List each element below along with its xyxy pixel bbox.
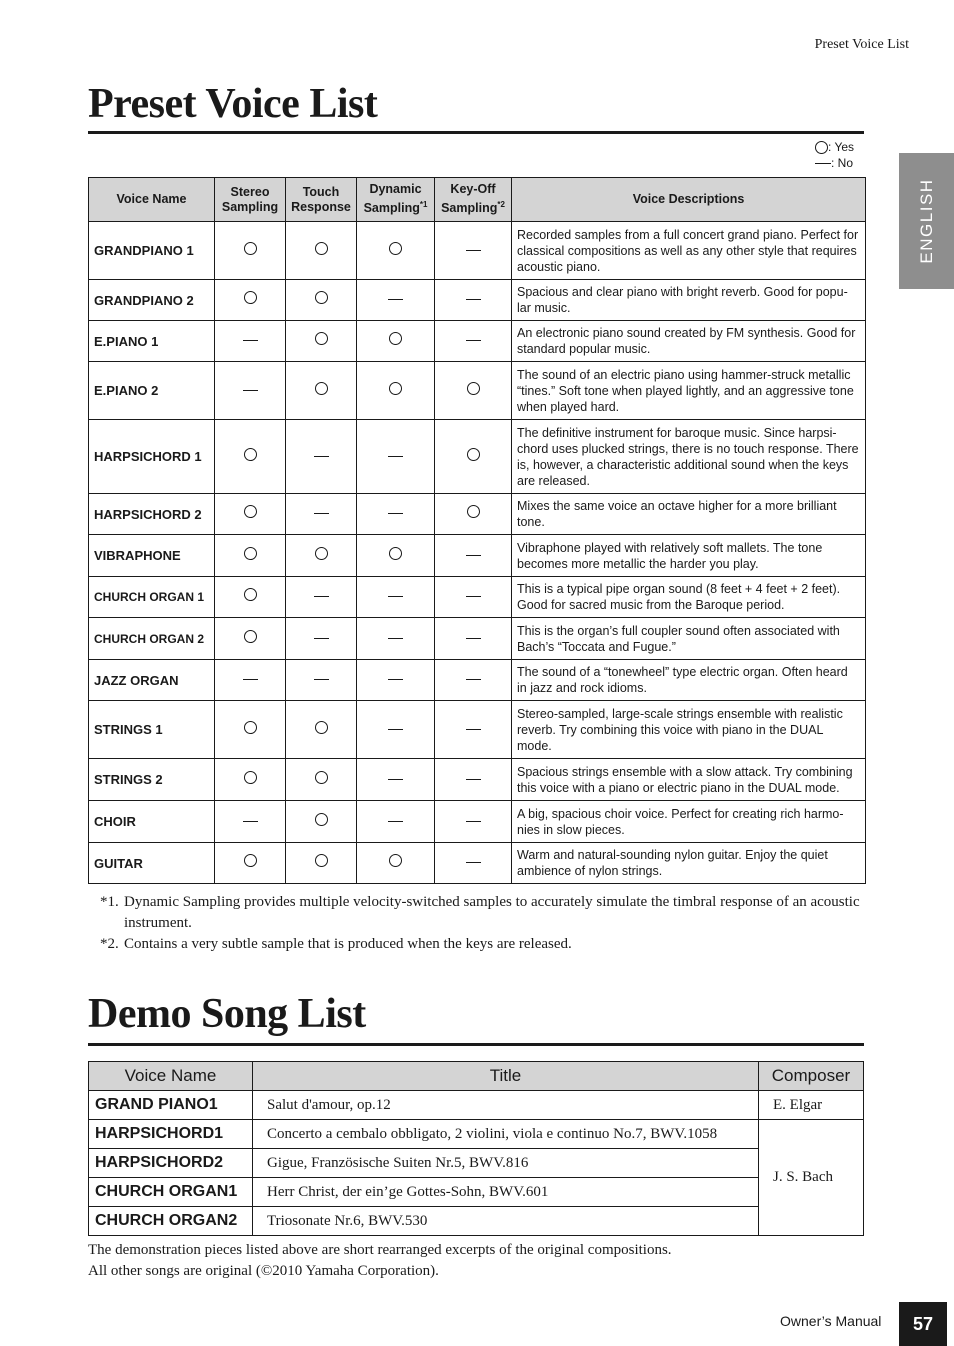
dash-icon <box>388 596 403 597</box>
voice-description: Vibraphone played with relatively soft mallets. The tone becomes more metallic the harder you play. <box>512 535 866 577</box>
table-row <box>89 1091 864 1120</box>
table-row <box>89 1207 864 1236</box>
dash-icon <box>466 862 481 863</box>
feature-mark <box>215 222 286 280</box>
circle-icon <box>389 547 402 560</box>
circle-icon <box>244 242 257 255</box>
dash-icon <box>388 456 403 457</box>
preset-voice-list-title: Preset Voice List <box>88 81 378 127</box>
voice-name: E.PIANO 2 <box>89 362 215 420</box>
dash-icon <box>243 821 258 822</box>
dash-icon <box>388 513 403 514</box>
feature-mark <box>435 222 512 280</box>
feature-mark <box>435 280 512 321</box>
feature-mark <box>286 222 357 280</box>
feature-mark <box>435 420 512 494</box>
voice-name: CHURCH ORGAN 2 <box>89 618 215 660</box>
table-row <box>89 1178 864 1207</box>
demo-composer: E. Elgar <box>759 1091 864 1120</box>
feature-mark <box>435 321 512 362</box>
circle-icon <box>244 854 257 867</box>
demo-col-title: Title <box>253 1062 759 1091</box>
language-tab <box>899 153 954 289</box>
table-row <box>89 801 866 843</box>
circle-icon <box>244 448 257 461</box>
col-dynamic-line2: Sampling <box>363 201 420 216</box>
feature-mark <box>357 222 435 280</box>
table-row <box>89 660 866 701</box>
dash-icon <box>388 729 403 730</box>
circle-icon <box>467 448 480 461</box>
voice-description: This is a typical pipe organ sound (8 feet + 4 feet + 2 feet). Good for sacred music from the Baroque period. <box>512 577 866 618</box>
circle-icon <box>389 382 402 395</box>
demo-note <box>88 1240 672 1282</box>
col-touch-line2: Response <box>291 199 351 214</box>
demo-col-composer: Composer <box>759 1062 864 1091</box>
dash-icon <box>314 513 329 514</box>
feature-mark <box>435 759 512 801</box>
circle-icon <box>467 505 480 518</box>
legend-no-label: : No <box>831 156 854 170</box>
footnote-1 <box>100 892 860 934</box>
demo-song-title: Triosonate Nr.6, BWV.530 <box>253 1207 759 1236</box>
demo-note-line-2: All other songs are original (©2010 Yamaha Corporation). <box>88 1263 439 1279</box>
col-stereo-line2: Sampling <box>221 199 279 214</box>
demo-song-table <box>88 1061 864 1236</box>
footnote-ref-1: *1 <box>419 200 428 210</box>
circle-icon <box>244 505 257 518</box>
voice-description: Recorded samples from a full concert grand piano. Perfect for classical compositions as well as any other style that requires acoustic piano. <box>512 222 866 280</box>
dash-icon <box>243 340 258 341</box>
voice-description: An electronic piano sound created by FM synthesis. Good for standard popular music. <box>512 321 866 362</box>
table-header-row <box>89 178 866 222</box>
feature-mark <box>435 701 512 759</box>
demo-voice-name: GRAND PIANO1 <box>89 1091 253 1120</box>
voice-name: VIBRAPHONE <box>89 535 215 577</box>
title-rule <box>88 131 864 134</box>
dash-icon <box>388 638 403 639</box>
table-row <box>89 535 866 577</box>
col-voice-descriptions: Voice Descriptions <box>512 178 866 222</box>
demo-composer: J. S. Bach <box>759 1120 864 1236</box>
dash-icon <box>388 779 403 780</box>
feature-mark <box>435 843 512 884</box>
col-dynamic-line1: Dynamic <box>369 182 422 197</box>
feature-mark <box>286 618 357 660</box>
demo-song-list-title: Demo Song List <box>88 991 366 1037</box>
dash-icon <box>466 779 481 780</box>
dash-icon <box>314 638 329 639</box>
voice-description: This is the organ’s full coupler sound often associated with Bach’s “Toccata and Fugue.” <box>512 618 866 660</box>
table-row <box>89 494 866 535</box>
feature-mark <box>357 618 435 660</box>
legend-no <box>815 155 854 171</box>
col-voice-name: Voice Name <box>89 178 215 222</box>
table-row <box>89 1149 864 1178</box>
dash-icon <box>466 821 481 822</box>
table-row <box>89 701 866 759</box>
feature-mark <box>286 843 357 884</box>
col-keyoff-sampling <box>435 178 512 222</box>
footnote-1-mark: *1. <box>100 894 119 910</box>
table-row <box>89 420 866 494</box>
dash-icon <box>466 340 481 341</box>
col-touch-response <box>286 178 357 222</box>
feature-mark <box>215 362 286 420</box>
table-row <box>89 759 866 801</box>
voice-name: STRINGS 1 <box>89 701 215 759</box>
circle-icon <box>389 332 402 345</box>
circle-icon <box>815 141 828 154</box>
language-label: ENGLISH <box>916 178 936 264</box>
feature-mark <box>435 362 512 420</box>
dash-icon <box>466 250 481 251</box>
feature-mark <box>286 420 357 494</box>
feature-mark <box>357 420 435 494</box>
feature-mark <box>357 321 435 362</box>
demo-song-title: Salut d'amour, op.12 <box>253 1091 759 1120</box>
feature-mark <box>435 660 512 701</box>
feature-mark <box>357 535 435 577</box>
voice-description: The sound of a “tonewheel” type electric organ. Often heard in jazz and rock idioms. <box>512 660 866 701</box>
feature-mark <box>215 801 286 843</box>
circle-icon <box>244 588 257 601</box>
circle-icon <box>467 382 480 395</box>
table-row <box>89 618 866 660</box>
voice-description: The definitive instrument for baroque music. Since harpsi-chord uses plucked strings, there is no touch response. There is, however, a characteristic additional sound when the keys are released. <box>512 420 866 494</box>
voice-name: E.PIANO 1 <box>89 321 215 362</box>
demo-col-voice-name: Voice Name <box>89 1062 253 1091</box>
feature-mark <box>215 420 286 494</box>
feature-mark <box>215 759 286 801</box>
feature-mark <box>357 577 435 618</box>
feature-mark <box>357 494 435 535</box>
circle-icon <box>244 630 257 643</box>
dash-icon <box>388 679 403 680</box>
feature-mark <box>215 535 286 577</box>
voice-description: Warm and natural-sounding nylon guitar. Enjoy the quiet ambience of nylon strings. <box>512 843 866 884</box>
circle-icon <box>315 291 328 304</box>
dash-icon <box>466 299 481 300</box>
voice-description: Mixes the same voice an octave higher for a more brilliant tone. <box>512 494 866 535</box>
circle-icon <box>315 813 328 826</box>
feature-mark <box>286 801 357 843</box>
table-row <box>89 1120 864 1149</box>
footer-label: Owner’s Manual <box>780 1313 882 1329</box>
table-row <box>89 321 866 362</box>
feature-mark <box>435 618 512 660</box>
running-header: Preset Voice List <box>814 37 909 52</box>
circle-icon <box>389 242 402 255</box>
demo-voice-name: HARPSICHORD1 <box>89 1120 253 1149</box>
footnote-ref-2: *2 <box>497 200 505 210</box>
circle-icon <box>389 854 402 867</box>
circle-icon <box>315 771 328 784</box>
demo-note-line-1: The demonstration pieces listed above are short rearranged excerpts of the original compositions. <box>88 1242 672 1258</box>
feature-mark <box>286 362 357 420</box>
dash-icon <box>243 679 258 680</box>
feature-mark <box>286 494 357 535</box>
voice-name: CHURCH ORGAN 1 <box>89 577 215 618</box>
dash-icon <box>314 679 329 680</box>
table-row <box>89 280 866 321</box>
feature-mark <box>286 321 357 362</box>
voice-name: HARPSICHORD 1 <box>89 420 215 494</box>
legend <box>815 139 854 171</box>
dash-icon <box>243 390 258 391</box>
dash-icon <box>388 821 403 822</box>
feature-mark <box>215 280 286 321</box>
footnote-2 <box>100 934 860 955</box>
demo-header-row <box>89 1062 864 1091</box>
feature-mark <box>435 801 512 843</box>
feature-mark <box>215 494 286 535</box>
legend-yes <box>815 139 854 155</box>
feature-mark <box>286 660 357 701</box>
dash-icon <box>466 679 481 680</box>
feature-mark <box>286 759 357 801</box>
feature-mark <box>215 321 286 362</box>
voice-name: GRANDPIANO 1 <box>89 222 215 280</box>
circle-icon <box>244 771 257 784</box>
col-stereo-line1: Stereo <box>230 184 270 199</box>
voice-table-body <box>89 222 866 884</box>
voice-description: Stereo-sampled, large-scale strings ensemble with realistic reverb. Try combining this voice with piano in the DUAL mode. <box>512 701 866 759</box>
feature-mark <box>357 801 435 843</box>
circle-icon <box>315 332 328 345</box>
feature-mark <box>215 577 286 618</box>
footnotes <box>100 892 860 955</box>
table-row <box>89 577 866 618</box>
dash-icon <box>466 638 481 639</box>
circle-icon <box>244 547 257 560</box>
feature-mark <box>286 280 357 321</box>
circle-icon <box>315 242 328 255</box>
feature-mark <box>286 535 357 577</box>
feature-mark <box>435 535 512 577</box>
voice-name: GUITAR <box>89 843 215 884</box>
demo-song-title: Gigue, Französische Suiten Nr.5, BWV.816 <box>253 1149 759 1178</box>
dash-icon <box>815 163 831 164</box>
feature-mark <box>435 577 512 618</box>
dash-icon <box>314 456 329 457</box>
voice-description: The sound of an electric piano using hammer-struck metallic “tines.” Soft tone when played lightly, and an aggressive tone when played hard. <box>512 362 866 420</box>
demo-song-title: Herr Christ, der ein’ge Gottes-Sohn, BWV.601 <box>253 1178 759 1207</box>
feature-mark <box>215 701 286 759</box>
footnote-1-text: Dynamic Sampling provides multiple velocity-switched samples to accurately simulate the timbral response of an acoustic instrument. <box>124 894 860 931</box>
page-number: 57 <box>899 1302 947 1346</box>
col-dynamic-sampling <box>357 178 435 222</box>
feature-mark <box>215 660 286 701</box>
demo-voice-name: HARPSICHORD2 <box>89 1149 253 1178</box>
feature-mark <box>286 701 357 759</box>
legend-yes-label: : Yes <box>828 140 855 154</box>
footnote-2-text: Contains a very subtle sample that is produced when the keys are released. <box>124 936 572 952</box>
col-keyoff-line2: Sampling <box>441 201 498 216</box>
col-stereo-sampling <box>215 178 286 222</box>
dash-icon <box>466 555 481 556</box>
feature-mark <box>215 843 286 884</box>
voice-name: JAZZ ORGAN <box>89 660 215 701</box>
dash-icon <box>466 596 481 597</box>
circle-icon <box>315 547 328 560</box>
table-row <box>89 362 866 420</box>
voice-description: Spacious and clear piano with bright reverb. Good for popu-lar music. <box>512 280 866 321</box>
voice-name: HARPSICHORD 2 <box>89 494 215 535</box>
feature-mark <box>357 362 435 420</box>
circle-icon <box>244 291 257 304</box>
feature-mark <box>357 843 435 884</box>
feature-mark <box>286 577 357 618</box>
voice-description: Spacious strings ensemble with a slow attack. Try combining this voice with a piano or electric piano in the DUAL mode. <box>512 759 866 801</box>
demo-voice-name: CHURCH ORGAN1 <box>89 1178 253 1207</box>
voice-description: A big, spacious choir voice. Perfect for creating rich harmo-nies in slow pieces. <box>512 801 866 843</box>
table-row <box>89 222 866 280</box>
table-row <box>89 843 866 884</box>
voice-name: STRINGS 2 <box>89 759 215 801</box>
footnote-2-mark: *2. <box>100 936 119 952</box>
demo-song-title: Concerto a cembalo obbligato, 2 violini, viola e continuo No.7, BWV.1058 <box>253 1120 759 1149</box>
dash-icon <box>466 729 481 730</box>
col-keyoff-line1: Key-Off <box>450 182 496 197</box>
feature-mark <box>357 759 435 801</box>
voice-name: CHOIR <box>89 801 215 843</box>
feature-mark <box>357 280 435 321</box>
circle-icon <box>315 721 328 734</box>
dash-icon <box>314 596 329 597</box>
circle-icon <box>315 382 328 395</box>
feature-mark <box>357 701 435 759</box>
voice-name: GRANDPIANO 2 <box>89 280 215 321</box>
col-touch-line1: Touch <box>302 184 340 199</box>
feature-mark <box>215 618 286 660</box>
demo-title-rule <box>88 1043 864 1046</box>
demo-voice-name: CHURCH ORGAN2 <box>89 1207 253 1236</box>
circle-icon <box>315 854 328 867</box>
dash-icon <box>388 299 403 300</box>
circle-icon <box>244 721 257 734</box>
preset-voice-table <box>88 177 866 884</box>
feature-mark <box>357 660 435 701</box>
feature-mark <box>435 494 512 535</box>
